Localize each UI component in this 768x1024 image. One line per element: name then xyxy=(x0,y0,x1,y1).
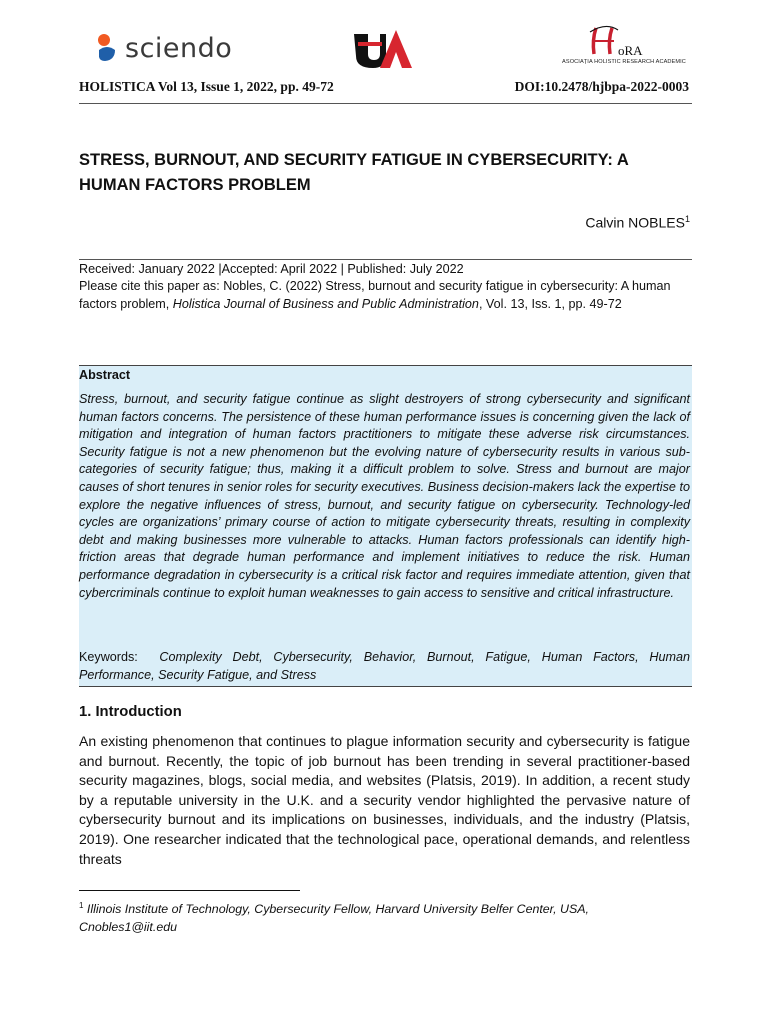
author-footnote-marker: 1 xyxy=(684,214,690,224)
introduction-paragraph: An existing phenomenon that continues to plague information security and cybersecurity is fatigue and burnout. Recently, the topic of job burnout has been trending in several practitioner-based security magazines, blogs, social media, and websites (Platsis, 2019). In addition, a recent study by a reputable university in the U.K. and a security vendor highlighted the pervasive nature of cybersecurity burnout and its implications on businesses, individuals, and the industry (Platsis, 2019). One researcher indicated that the technological pace, operational demands, and relentless threats xyxy=(79,733,690,867)
sciendo-mark-icon xyxy=(96,33,118,63)
author xyxy=(585,214,690,231)
svg-text:oRA: oRA xyxy=(618,43,643,58)
sciendo-wordmark: sciendo xyxy=(125,32,233,64)
journal-citation-line xyxy=(79,79,689,95)
abstract-heading: Abstract xyxy=(79,368,131,382)
footnote-text: Illinois Institute of Technology, Cybersecurity Fellow, Harvard University Belfer Center, USA, Cnobles1@iit.edu xyxy=(79,902,589,935)
journal-info: HOLISTICA Vol 13, Issue 1, 2022, pp. 49-72 xyxy=(79,79,334,94)
title-line-1: STRESS, BURNOUT, AND SECURITY FATIGUE IN CYBERSECURITY: A xyxy=(79,151,629,169)
abstract-text: Stress, burnout, and security fatigue continue as slight destroyers of strong cybersecurity and significant human factors concerns. The persistence of these human performance issues is concerning given the lack of mitigation and integration of human factors practitioners to mitigate these adverse risk circumstances. Security fatigue is not a new phenomenon but the evolving nature of cybersecurity results in various sub-categories of security fatigue; thus, making it a difficult problem to solve. Stress and burnout are major causes of short tenures in senior roles for security executives. Business decision-makers lack the expertise to explore the negative influences of stress, burnout, and security fatigue on cybersecurity. Technology-led cycles are organizations’ primary course of action to mitigate cybersecurity threats, resulting in complexity debt and making businesses more vulnerable to attacks. Human factors professionals can identify high-friction areas that degrade human performance and implement initiatives to reduce the risk. Human performance degradation in cybersecurity is a critical risk factor and requires immediate attention, given that cybercriminals continue to exploit human weaknesses to gain access to sensitive and critical infrastructure. xyxy=(79,392,690,600)
publication-dates: Received: January 2022 |Accepted: April 2022 | Published: July 2022 xyxy=(79,262,464,276)
keywords xyxy=(79,649,690,684)
citation-journal: Holistica Journal of Business and Public Administration xyxy=(172,296,479,311)
keywords-list: Complexity Debt, Cybersecurity, Behavior, Burnout, Fatigue, Human Factors, Human Performance, Security Fatigue, and Stress xyxy=(79,650,690,682)
keywords-label: Keywords: xyxy=(79,650,138,664)
ua-logo xyxy=(352,28,414,70)
publication-info xyxy=(79,261,691,313)
footnote-marker: 1 xyxy=(79,901,84,910)
header-rule xyxy=(79,103,692,104)
sciendo-logo xyxy=(96,30,232,66)
citation-text: Please cite this paper as: Nobles, C. (2022) Stress, burnout and security fatigue in cybersecurity: A human factors problem, Holistica Journal of Business and Public Administration, Vol. 13, Iss. 1, pp. 49-72 xyxy=(79,279,671,311)
footnote-rule xyxy=(79,890,300,891)
author-name: Calvin NOBLES xyxy=(585,214,685,231)
section-heading-introduction: 1. Introduction xyxy=(79,704,182,720)
footnote xyxy=(79,897,690,936)
title-line-2: HUMAN FACTORS PROBLEM xyxy=(79,176,311,194)
paper-title xyxy=(79,148,679,198)
hora-subtitle: ASOCIAȚIA HOLISTIC RESEARCH ACADEMIC xyxy=(562,59,686,65)
citation-top-rule xyxy=(79,259,692,260)
hora-logo xyxy=(556,24,692,70)
doi: DOI:10.2478/hjbpa-2022-0003 xyxy=(514,79,689,94)
